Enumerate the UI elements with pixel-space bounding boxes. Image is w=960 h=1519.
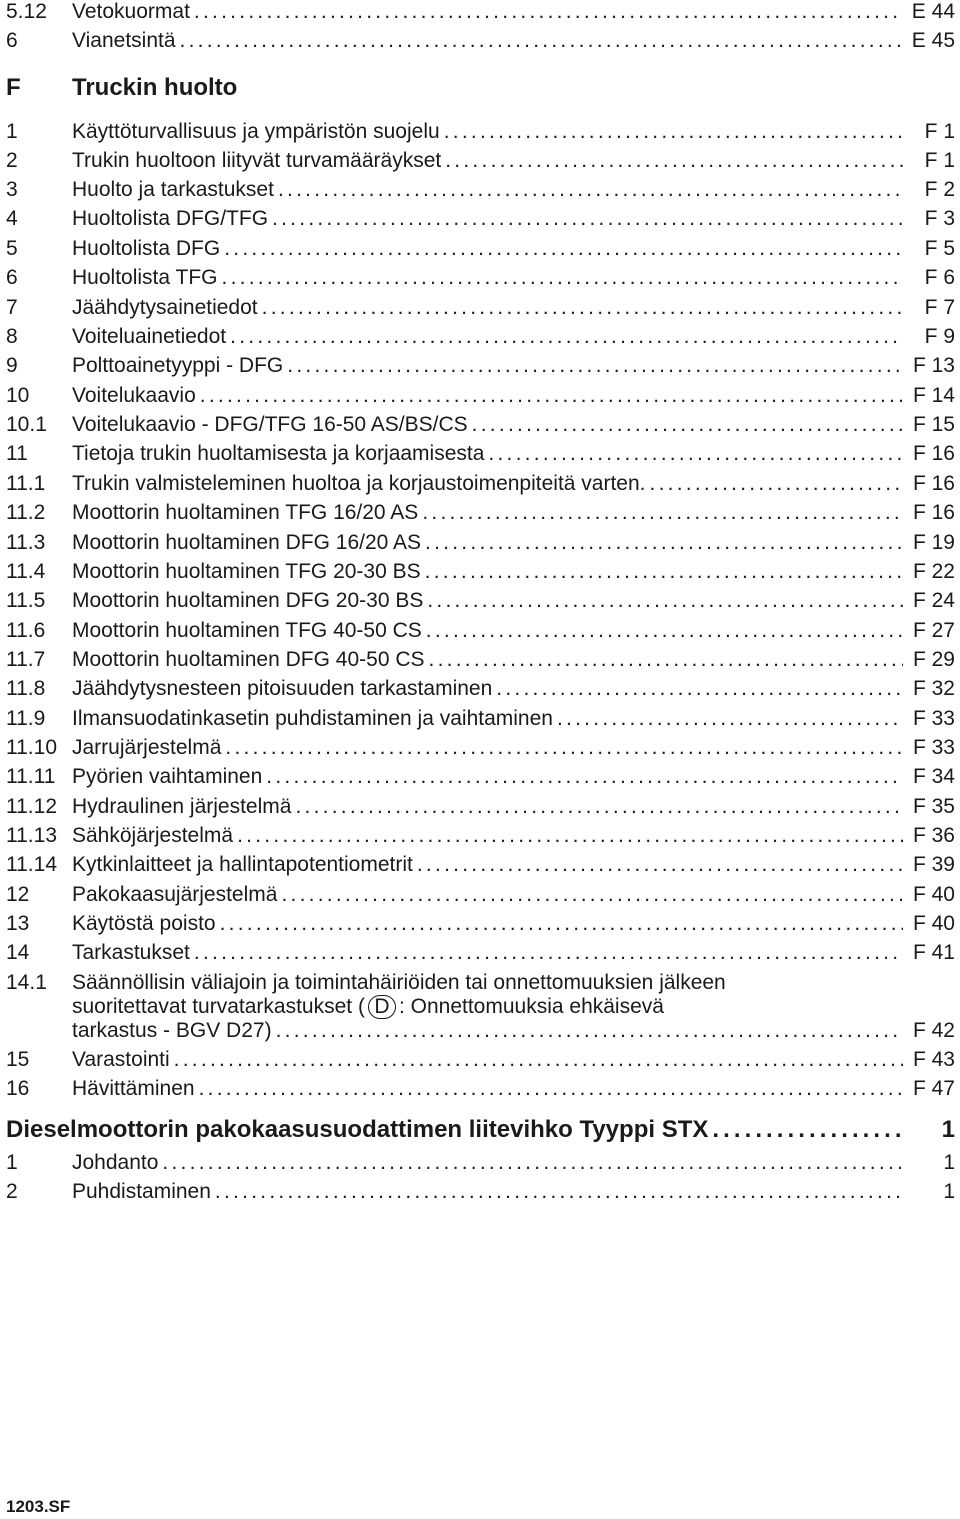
toc-entry — [6, 354, 955, 378]
dot-leader — [230, 325, 903, 349]
entry-number: 6 — [6, 29, 18, 52]
toc-entry — [6, 207, 955, 231]
toc-entry — [6, 941, 955, 965]
toc-entry — [6, 266, 955, 290]
toc-entry — [6, 560, 955, 584]
entry-page: F 16 — [912, 442, 955, 465]
entry-title: Voitelukaavio - DFG/TFG 16-50 AS/BS/CS — [72, 413, 468, 436]
toc-entry — [6, 853, 955, 877]
entry-title: Moottorin huoltaminen DFG 16/20 AS — [72, 531, 422, 554]
entry-number: 1 — [6, 1151, 18, 1174]
toc-entry — [6, 736, 955, 760]
entry-page: F 13 — [912, 354, 955, 377]
entry-page: F 1 — [924, 149, 955, 172]
entry-page: F 40 — [912, 883, 955, 906]
toc-entry — [6, 912, 955, 936]
entry-page: F 42 — [912, 1019, 955, 1042]
entry-title-part: suoritettavat turvatarkastukset ( — [72, 995, 365, 1018]
entry-number: 10.1 — [6, 413, 47, 436]
entry-title: Dieselmoottorin pakokaasusuodattimen liitevihko Tyyppi STX — [6, 1116, 709, 1143]
entry-title: Huoltolista DFG/TFG — [72, 207, 269, 230]
toc-entry — [6, 1151, 955, 1175]
entry-page: F 35 — [912, 795, 955, 818]
toc-entry — [6, 677, 955, 701]
dot-leader — [472, 413, 903, 437]
entry-number: 9 — [6, 354, 18, 377]
entry-number: 6 — [6, 266, 18, 289]
dot-leader — [220, 912, 903, 936]
dot-leader — [266, 765, 903, 789]
entry-number: 3 — [6, 178, 18, 201]
dot-leader — [199, 1077, 903, 1101]
entry-number: 2 — [6, 149, 18, 172]
entry-number: 16 — [6, 1077, 30, 1100]
entry-title: Huoltolista DFG — [72, 237, 221, 260]
dot-leader — [262, 296, 903, 320]
entry-number: 12 — [6, 883, 30, 906]
entry-page: F 16 — [912, 501, 955, 524]
entry-page: F 15 — [912, 413, 955, 436]
entry-number: 4 — [6, 207, 18, 230]
entry-page: F 39 — [912, 853, 955, 876]
toc-entry — [6, 531, 955, 555]
entry-page: F 24 — [912, 589, 955, 612]
dot-leader — [427, 589, 903, 613]
entry-number: 1 — [6, 120, 18, 143]
entry-number: 11.7 — [6, 648, 46, 671]
dot-leader — [194, 941, 903, 965]
dot-leader — [425, 560, 903, 584]
dot-leader — [278, 178, 903, 202]
entry-number: 11.12 — [6, 795, 57, 818]
entry-page: 1 — [943, 1151, 955, 1174]
dot-leader — [215, 1180, 903, 1204]
entry-page: F 19 — [912, 531, 955, 554]
toc-entry — [6, 413, 955, 437]
entry-page: F 3 — [924, 207, 955, 230]
toc-entry — [6, 178, 955, 202]
toc-entry — [6, 237, 955, 261]
dot-leader — [425, 531, 903, 555]
entry-number: 11 — [6, 442, 28, 465]
entry-title: Sähköjärjestelmä — [72, 824, 234, 847]
toc-entry — [6, 296, 955, 320]
toc-entry — [6, 971, 955, 1051]
entry-page: F 2 — [924, 178, 955, 201]
toc-entry — [6, 648, 955, 672]
entry-title: Ilmansuodatinkasetin puhdistaminen ja vaihtaminen — [72, 707, 553, 730]
dot-leader — [295, 795, 903, 819]
entry-title: Tarkastukset — [72, 941, 190, 964]
entry-title: Voiteluainetiedot — [72, 325, 227, 348]
entry-title-line — [72, 1019, 955, 1043]
toc-entry — [6, 384, 955, 408]
entry-title: Varastointi — [72, 1048, 170, 1071]
entry-number: 5 — [6, 237, 18, 260]
dot-leader — [222, 266, 904, 290]
entry-number: 10 — [6, 384, 30, 407]
entry-number: 13 — [6, 912, 30, 935]
dot-leader — [281, 883, 903, 907]
entry-page: F 1 — [924, 120, 955, 143]
entry-number: 11.10 — [6, 736, 57, 759]
toc-entry — [6, 883, 955, 907]
toc-entry — [6, 149, 955, 173]
entry-page: 1 — [941, 1116, 955, 1143]
entry-page: F 43 — [912, 1048, 955, 1071]
toc-entry — [6, 707, 955, 731]
entry-number: 15 — [6, 1048, 30, 1071]
entry-page: F 33 — [912, 707, 955, 730]
entry-page: F 32 — [912, 677, 955, 700]
entry-page: F 16 — [912, 472, 955, 495]
country-code-symbol: D — [368, 995, 396, 1019]
entry-number: 11.14 — [6, 853, 57, 876]
entry-number: 11.5 — [6, 589, 46, 612]
toc-entry — [6, 619, 955, 643]
entry-title: Tietoja trukin huoltamisesta ja korjaamisesta — [72, 442, 485, 465]
toc-entry — [6, 442, 955, 466]
toc-entry — [6, 824, 955, 848]
dot-leader — [650, 472, 903, 496]
dot-leader — [287, 354, 903, 378]
entry-number: 11.9 — [6, 707, 46, 730]
entry-number: 2 — [6, 1180, 18, 1203]
entry-title: Voitelukaavio — [72, 384, 196, 407]
entry-page: F 40 — [912, 912, 955, 935]
dot-leader — [422, 501, 903, 525]
toc-entry — [6, 29, 955, 53]
entry-title-part: : Onnettomuuksia ehkäisevä — [398, 995, 664, 1018]
entry-title: Johdanto — [72, 1151, 159, 1174]
entry-title-line — [72, 995, 664, 1019]
dot-leader — [174, 1048, 903, 1072]
entry-title-line: Säännöllisin väliajoin ja toimintahäiriöiden tai onnettomuuksien jälkeen — [72, 971, 726, 994]
dot-leader — [488, 442, 903, 466]
entry-number: 5.12 — [6, 0, 47, 23]
entry-title: Puhdistaminen — [72, 1180, 211, 1203]
entry-page: F 5 — [924, 237, 955, 260]
entry-title: Pyörien vaihtaminen — [72, 765, 263, 788]
dot-leader — [272, 207, 903, 231]
dot-leader — [237, 824, 903, 848]
entry-number: 8 — [6, 325, 18, 348]
entry-title: Käyttöturvallisuus ja ympäristön suojelu — [72, 120, 440, 143]
entry-title: Moottorin huoltaminen TFG 40-50 CS — [72, 619, 422, 642]
entry-title: Moottorin huoltaminen DFG 20-30 BS — [72, 589, 424, 612]
entry-number: 11.11 — [6, 765, 56, 788]
entry-page: F 7 — [924, 296, 955, 319]
entry-page: F 36 — [912, 824, 955, 847]
dot-leader — [496, 677, 903, 701]
toc-entry — [6, 120, 955, 144]
dot-leader — [200, 384, 903, 408]
entry-page: F 33 — [912, 736, 955, 759]
entry-title: Jäähdytysnesteen pitoisuuden tarkastaminen — [72, 677, 493, 700]
entry-title-part: tarkastus - BGV D27) — [72, 1019, 272, 1042]
dot-leader — [276, 1019, 903, 1043]
entry-title: Truckin huolto — [72, 74, 238, 101]
dot-leader — [180, 29, 903, 53]
toc-entry — [6, 0, 955, 24]
toc-entry — [6, 472, 955, 496]
entry-page: F 47 — [912, 1077, 955, 1100]
entry-page: F 27 — [912, 619, 955, 642]
toc-entry — [6, 1180, 955, 1204]
entry-title: Vetokuormat — [72, 0, 190, 23]
dot-leader — [162, 1151, 903, 1175]
entry-page: F 22 — [912, 560, 955, 583]
entry-title: Trukin valmisteleminen huoltoa ja korjaustoimenpiteitä varten. — [72, 472, 646, 495]
entry-title: Moottorin huoltaminen DFG 40-50 CS — [72, 648, 425, 671]
entry-title: Trukin huoltoon liityvät turvamääräykset — [72, 149, 442, 172]
entry-title: Hävittäminen — [72, 1077, 195, 1100]
entry-page: F 14 — [912, 384, 955, 407]
entry-page: F 29 — [912, 648, 955, 671]
entry-number: 11.13 — [6, 824, 57, 847]
dot-leader — [426, 619, 903, 643]
dot-leader — [444, 120, 903, 144]
entry-title: Jäähdytysainetiedot — [72, 296, 258, 319]
toc-entry — [6, 501, 955, 525]
dot-leader — [417, 853, 903, 877]
entry-title: Jarrujärjestelmä — [72, 736, 222, 759]
entry-number: 14.1 — [6, 971, 47, 994]
entry-page: F 41 — [912, 941, 955, 964]
toc-entry — [6, 589, 955, 613]
entry-title: Moottorin huoltaminen TFG 16/20 AS — [72, 501, 419, 524]
dot-leader — [712, 1118, 903, 1142]
dot-leader — [225, 736, 903, 760]
entry-page: 1 — [943, 1180, 955, 1203]
entry-page: E 45 — [911, 29, 955, 52]
entry-title: Hydraulinen järjestelmä — [72, 795, 292, 818]
entry-number: 11.1 — [6, 472, 46, 495]
dot-leader — [224, 237, 903, 261]
entry-page: E 44 — [911, 0, 955, 23]
dot-leader — [445, 149, 903, 173]
entry-page: F 34 — [912, 765, 955, 788]
entry-number: 7 — [6, 296, 18, 319]
toc-entry — [6, 1118, 955, 1142]
entry-number: 11.4 — [6, 560, 46, 583]
entry-title: Vianetsintä — [72, 29, 176, 52]
section-heading — [6, 76, 955, 100]
entry-title: Huoltolista TFG — [72, 266, 218, 289]
toc-entry — [6, 1077, 955, 1101]
toc-entry — [6, 795, 955, 819]
entry-title: Pakokaasujärjestelmä — [72, 883, 278, 906]
entry-number: 11.3 — [6, 531, 46, 554]
document-code: 1203.SF — [6, 1497, 71, 1516]
dot-leader — [429, 648, 904, 672]
entry-number: 14 — [6, 941, 30, 964]
entry-title: Kytkinlaitteet ja hallintapotentiometrit — [72, 853, 413, 876]
entry-number: 11.2 — [6, 501, 46, 524]
entry-title: Käytöstä poisto — [72, 912, 216, 935]
entry-page: F 6 — [924, 266, 955, 289]
dot-leader — [194, 0, 903, 24]
entry-number: 11.8 — [6, 677, 46, 700]
entry-number: F — [6, 74, 21, 101]
entry-page: F 9 — [924, 325, 955, 348]
dot-leader — [557, 707, 903, 731]
entry-title: Huolto ja tarkastukset — [72, 178, 274, 201]
entry-number: 11.6 — [6, 619, 46, 642]
toc-entry — [6, 1048, 955, 1072]
toc-entry — [6, 765, 955, 789]
entry-title: Polttoainetyyppi - DFG — [72, 354, 284, 377]
toc-entry — [6, 325, 955, 349]
entry-title: Moottorin huoltaminen TFG 20-30 BS — [72, 560, 421, 583]
